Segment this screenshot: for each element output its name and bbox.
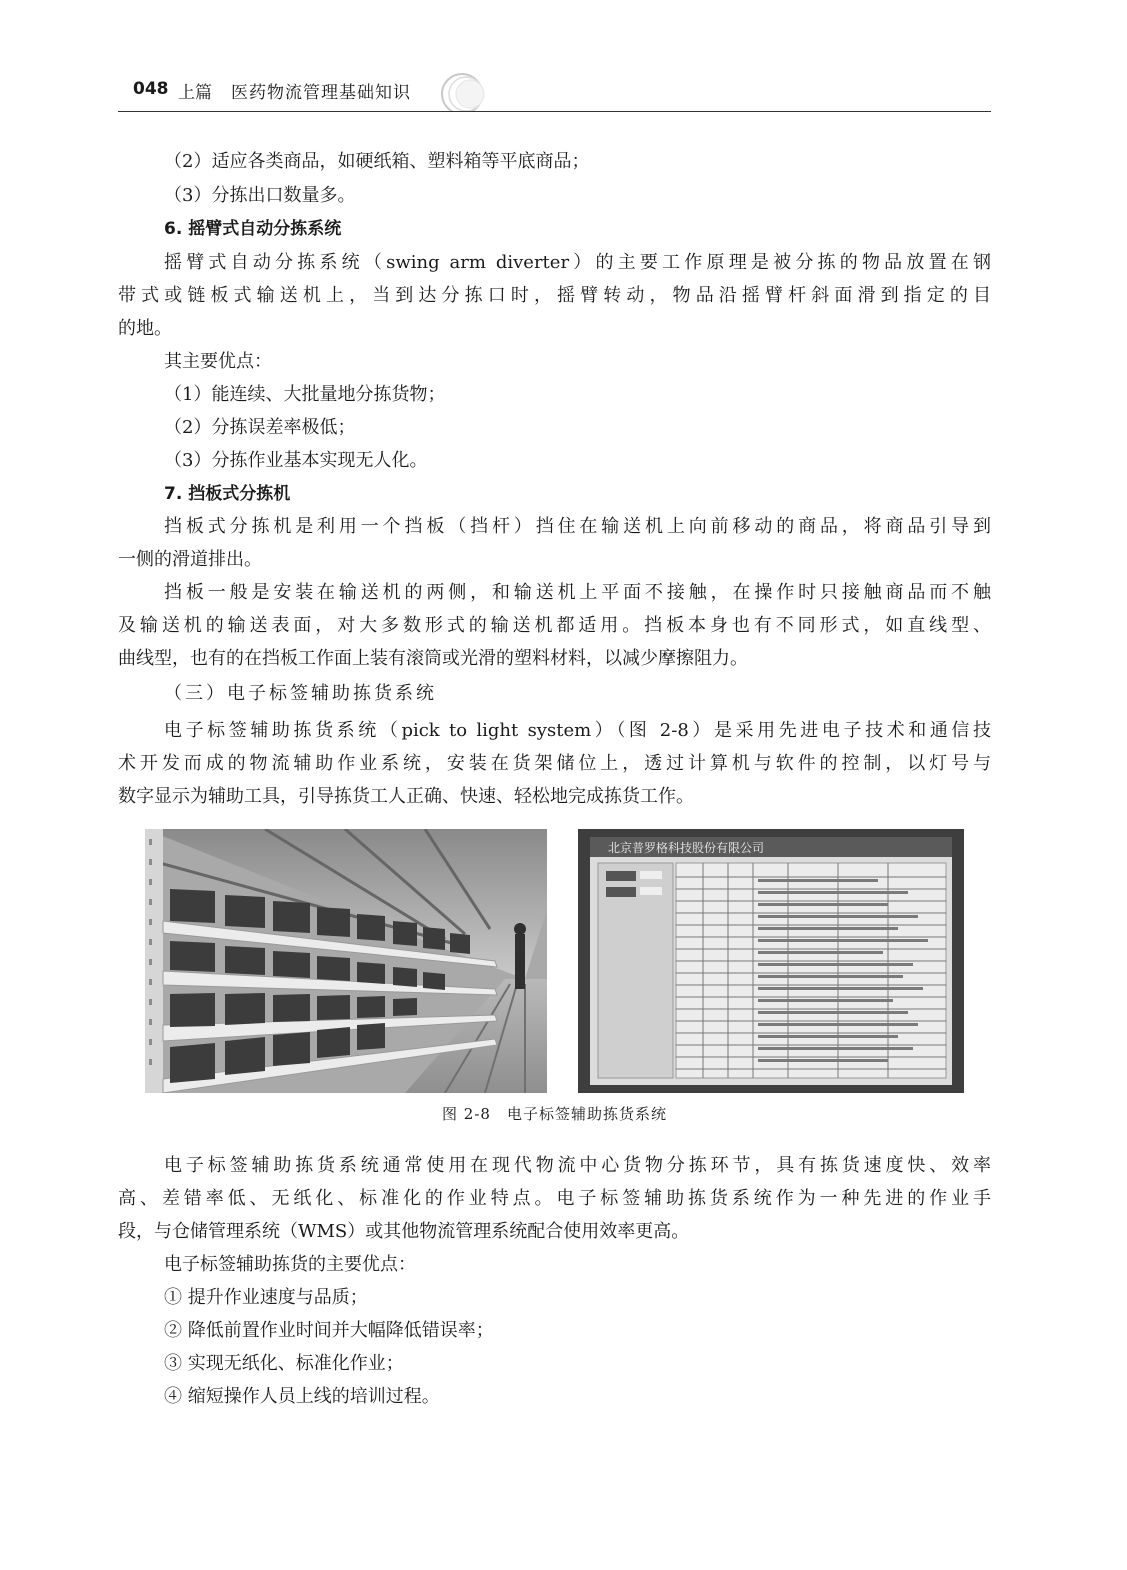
header-ornament — [436, 70, 496, 112]
body-line: 数字显示为辅助工具，引导拣货工人正确、快速、轻松地完成拣货工作。 — [118, 786, 694, 807]
warehouse-shelves-photo — [145, 829, 547, 1093]
part-label: 上篇 — [178, 83, 212, 103]
list-item: ④ 缩短操作人员上线的培训过程。 — [164, 1386, 440, 1407]
screen-company-title: 北京普罗格科技股份有限公司 — [608, 841, 765, 855]
body-line: （3）分拣出口数量多。 — [164, 185, 356, 206]
heading-swing-arm: 6. 摇臂式自动分拣系统 — [164, 219, 342, 239]
body-line: 的地。 — [118, 318, 172, 339]
body-line: 一侧的滑道排出。 — [118, 549, 262, 570]
list-item: （3）分拣作业基本实现无人化。 — [164, 450, 428, 471]
body-line: （2）适应各类商品，如硬纸箱、塑料箱等平底商品； — [164, 151, 590, 172]
body-line: 及输送机的输送表面，对大多数形式的输送机都适用。挡板本身也有不同形式，如直线型、 — [118, 615, 991, 636]
body-line: 段，与仓储管理系统（WMS）或其他物流管理系统配合使用效率更高。 — [118, 1221, 690, 1242]
body-line: 曲线型，也有的在挡板工作面上装有滚筒或光滑的塑料材料，以减少摩擦阻力。 — [118, 648, 748, 669]
list-item: （2）分拣误差率极低； — [164, 417, 356, 438]
body-line: 电子标签辅助拣货系统通常使用在现代物流中心货物分拣环节，具有拣货速度快、效率 — [164, 1155, 991, 1176]
body-line: 带式或链板式输送机上，当到达分拣口时，摇臂转动，物品沿摇臂杆斜面滑到指定的目 — [118, 285, 991, 306]
list-item: ③ 实现无纸化、标准化作业； — [164, 1353, 404, 1374]
page-number: 048 — [133, 79, 169, 99]
body-line: 术开发而成的物流辅助作业系统，安装在货架储位上，透过计算机与软件的控制，以灯号与 — [118, 753, 991, 774]
body-line: 摇臂式自动分拣系统（swing arm diverter）的主要工作原理是被分拣的物品放置在钢 — [164, 252, 991, 273]
body-line: 其主要优点： — [164, 351, 272, 372]
body-line: 电子标签辅助拣货的主要优点： — [164, 1254, 416, 1275]
heading-pick-to-light: （三）电子标签辅助拣货系统 — [164, 683, 437, 704]
body-line: 挡板式分拣机是利用一个挡板（挡杆）挡住在输送机上向前移动的商品，将商品引导到 — [164, 516, 991, 537]
body-line: 电子标签辅助拣货系统（pick to light system）（图 2-8）是采用先进电子技术和通信技 — [164, 720, 991, 741]
header-rule — [118, 111, 991, 112]
list-item: （1）能连续、大批量地分拣货物； — [164, 384, 446, 405]
body-line: 挡板一般是安装在输送机的两侧，和输送机上平面不接触，在操作时只接触商品而不触 — [164, 582, 991, 603]
list-item: ① 提升作业速度与品质； — [164, 1287, 368, 1308]
body-line: 高、差错率低、无纸化、标准化的作业特点。电子标签辅助拣货系统作为一种先进的作业手 — [118, 1188, 991, 1209]
running-header — [118, 70, 991, 112]
system-screen-photo — [578, 829, 964, 1093]
figure-caption: 图 2-8 电子标签辅助拣货系统 — [442, 1105, 667, 1123]
heading-baffle: 7. 挡板式分拣机 — [164, 484, 291, 504]
book-title: 医药物流管理基础知识 — [231, 83, 411, 103]
list-item: ② 降低前置作业时间并大幅降低错误率； — [164, 1320, 494, 1341]
